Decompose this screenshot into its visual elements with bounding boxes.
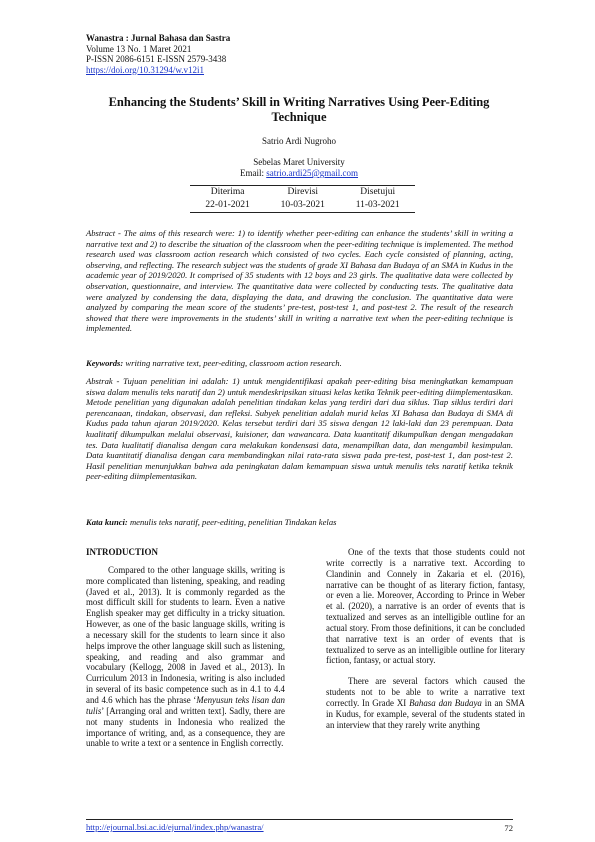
abstract-english: Abstract - The aims of this research were: 1) to identify whether peer-editing can enhance the students’ skill in writing a narrative text and 2) to describe the situation of the classroom when the peer-editing technique is implemented. The method research used was classroom action research which consisted of two cycles. Each cycle consisted of planning, acting, observing, and reflecting. The research subject was the students of grade XI Bahasa dan Budaya of an SMA in Kudus in the academic year of 2019/2020. It comprised of 35 students with 12 boys and 23 girls. The qualitative data were collected by observation, questionnaire, and interview. The quantitative data were collected by conducting tests. The qualitative data were analyzed by condensing the data, displaying the data, and drawing the conclusion. The quantitative data were analyzed by comparing the mean score of the students’ pre-test, post-test 1, and post-test 2. The result of the research showed that there were improvements in the students’ skill in writing a narrative text when the peer-editing technique is implemented. (86, 228, 513, 334)
page-footer (86, 819, 513, 832)
intro-paragraph-3: There are several factors which caused the students not to be able to write a narrative text correctly. In Grade XI Bahasa dan Budaya in an SMA in Kudus, for example, several of the students stated in an interview that they rarely write anything (326, 676, 525, 730)
paper-title: Enhancing the Students’ Skill in Writing Narratives Using Peer-Editing Technique (108, 95, 490, 124)
journal-issn: P-ISSN 2086-6151 E-ISSN 2579-3438 (86, 54, 227, 64)
journal-name: Wanastra : Jurnal Bahasa dan Sastra (86, 33, 231, 43)
journal-header (86, 33, 230, 75)
date-label-revised: Direvisi (287, 187, 319, 197)
keywords-label: Keywords: (86, 358, 124, 368)
kata-kunci-label: Kata kunci: (86, 517, 128, 527)
intro-paragraph-2: One of the texts that those students could not write correctly is a narrative text. According to Clandinin and Connely in Zakaria et el. (2016), narrative can be thought of as literary fiction, fantasy, or even a lie. Moreover, According to Prince in Weber et al. (2020), a narrative is an order of events that is textualized and serves as an intelligible outline for an actual story. From those definitions, it can be concluded that narrative text is an order of events that is textualized to serve as an intelligible outline for literary fiction, fantasy, or actual story. (326, 547, 525, 666)
page-number: 72 (504, 823, 513, 833)
affiliation-name: Sebelas Maret University (253, 157, 345, 167)
date-label-received: Diterima (210, 187, 245, 197)
journal-url-link[interactable]: http://ejournal.bsi.ac.id/ejurnal/index.php/wanastra/ (86, 822, 264, 832)
journal-volume: Volume 13 No. 1 Maret 2021 (86, 43, 192, 54)
date-accepted: 11-03-2021 (355, 200, 400, 210)
intro-paragraph-1: Compared to the other language skills, writing is more complicated than listening, speaking, and reading (Javed et al., 2013). It is commonly regarded as the most difficult skill for students to learn. Even a native English speaker may get difficulty in a tricky situation. However, as one of the basic language skills, writing is a necessary skill for the students to learn since it also helps improve the other language skill such as listening, speaking, and reading and also grammar and vocabulary (Kellogg, 2008 in Javed et al., 2013). In Curriculum 2013 in Indonesia, writing is also included in several of its basic competence such as in 4.1 to 4.4 and 4.6 which has the phrase ‘Menyusun teks lisan dan tulis’ [Arranging oral and written text]. Sadly, there are not many students in Indonesia who realized the importance of writing, and, as a consequence, they are unable to write a text or a sentence in English correctly. (86, 564, 285, 749)
abstract-indonesian: Abstrak - Tujuan penelitian ini adalah: 1) untuk mengidentifikasi apakah peer-editing bisa meningkatkan kemampuan siswa dalam menulis teks naratif dan 2) untuk mendeskripsikan situasi kelas ketika Teknik peer-editing diimplementasikan. Metode penelitian yang digunakan adalah penelitian tindakan kelas yang terdiri dari dua siklus. Tiap siklus terdiri dari perencanaan, tindakan, observasi, dan refleksi. Subyek penelitian adalah murid kelas XI Bahasa dan Budaya di SMA di Kudus pada tahun ajaran 2019/2020. Kelas tersebut terdiri dari 35 siswa dengan 12 laki-laki dan 23 perempuan. Data kualitatif dikumpulkan melalui observasi, kuisioner, dan wawancara. Data kuantitatif dikumpulkan dengan mengadakan tes. Data kualitatif dianalisa dengan cara melakukan kondensasi data, menampilkan data, dan mengambil kesimpulan. Data kuantitatif dianalisa dengan cara membandingkan nilai rata-rata siswa pada pre-test, post-test 1, dan post-test 2. Hasil penelitian menunjukkan bahwa ada peningkatan dalam kemampuan siswa untuk menulis teks naratif ketika teknik peer-editing diimplementasikan. (86, 376, 513, 482)
body-column-left (86, 547, 285, 749)
date-revised: 10-03-2021 (280, 200, 325, 210)
kata-kunci-text: menulis teks naratif, peer-editing, penelitian Tindakan kelas (129, 517, 337, 527)
date-received: 22-01-2021 (205, 200, 250, 210)
submission-dates (190, 185, 415, 213)
email-link[interactable]: satrio.ardi25@gmail.com (266, 168, 359, 178)
doi-link[interactable]: https://doi.org/10.31294/w.v12i1 (86, 64, 205, 75)
keywords-text: writing narrative text, peer-editing, classroom action research. (125, 358, 342, 368)
body-column-right (326, 547, 525, 731)
email-line (86, 168, 512, 179)
date-label-accepted: Disetujui (360, 187, 396, 197)
keywords-english (86, 358, 513, 368)
email-label: Email: (239, 168, 264, 178)
section-heading: INTRODUCTION (86, 547, 159, 557)
author-name: Satrio Ardi Nugroho (262, 136, 336, 146)
author-affiliation (86, 157, 512, 179)
keywords-indonesian (86, 517, 513, 527)
